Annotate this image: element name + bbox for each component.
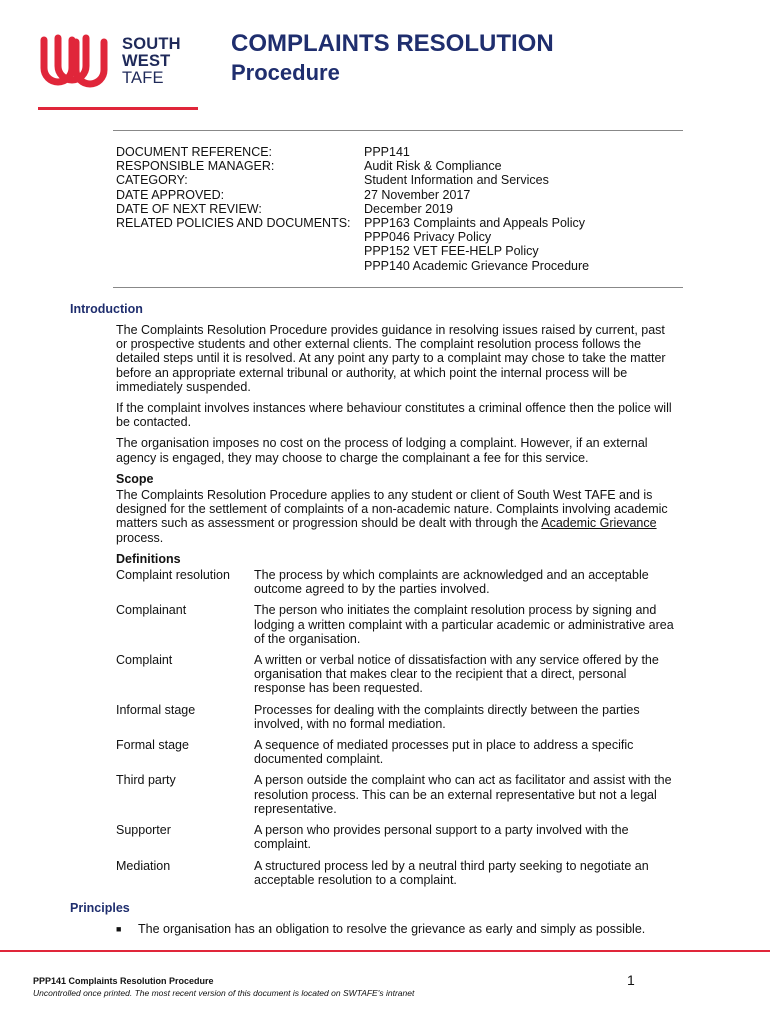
- meta-key: [116, 259, 364, 273]
- principles-heading: Principles: [70, 901, 130, 915]
- logo-line-3: TAFE: [122, 69, 164, 87]
- title-line-2: Procedure: [231, 60, 340, 85]
- meta-value: PPP152 VET FEE-HELP Policy: [364, 244, 539, 259]
- meta-row: [116, 244, 589, 258]
- meta-value: December 2019: [364, 201, 453, 216]
- academic-grievance-link[interactable]: Academic Grievance: [541, 516, 657, 531]
- definition-item: [116, 568, 676, 596]
- meta-value: PPP140 Academic Grievance Procedure: [364, 258, 590, 273]
- meta-row: [116, 202, 589, 216]
- meta-key: [116, 244, 364, 258]
- definition-desc: The process by which complaints are acknowledged and an acceptable outcome agreed to by the parties involved.: [254, 568, 649, 597]
- document-meta: [116, 145, 589, 273]
- definition-desc: A person who provides personal support to a party involved with the complaint.: [254, 823, 629, 852]
- principles-bullet: [116, 922, 645, 936]
- meta-row: [116, 216, 589, 230]
- page-number: 1: [627, 972, 635, 988]
- divider-mid: [113, 287, 683, 288]
- definition-item: [116, 859, 676, 887]
- definition-desc: Processes for dealing with the complaints directly between the parties involved, with no formal mediation.: [254, 702, 640, 731]
- divider-top: [113, 130, 683, 131]
- square-bullet-icon: ■: [116, 924, 122, 934]
- scope-text: The Complaints Resolution Procedure applies to any student or client of South West TAFE and is designed for the settlement of complaints of a non-academic nature. Complaints involving academic matters such as assessment or progression should be dealt with through the: [116, 488, 668, 531]
- logo-line-2: WEST: [122, 52, 171, 70]
- meta-row: [116, 145, 589, 159]
- meta-row: [116, 159, 589, 173]
- meta-value: Student Information and Services: [364, 173, 549, 188]
- introduction-heading: Introduction: [70, 302, 143, 316]
- definition-item: [116, 738, 676, 766]
- definition-item: [116, 773, 676, 816]
- meta-value: 27 November 2017: [364, 187, 471, 202]
- meta-key: CATEGORY:: [116, 173, 188, 188]
- meta-value: PPP141: [364, 145, 410, 159]
- definition-item: [116, 653, 676, 696]
- definition-term: Complaint: [116, 653, 173, 668]
- definition-term: Third party: [116, 773, 176, 788]
- logo-underline: [38, 107, 198, 110]
- main-body: [116, 323, 676, 894]
- definitions-heading: Definitions: [116, 551, 181, 566]
- meta-key: DATE OF NEXT REVIEW:: [116, 201, 262, 216]
- meta-row: [116, 188, 589, 202]
- scope-paragraph: [116, 488, 676, 545]
- definition-term: Supporter: [116, 823, 171, 838]
- footer-note: Uncontrolled once printed. The most recent version of this document is located on SWTAFE's intranet: [33, 988, 415, 998]
- meta-key: RESPONSIBLE MANAGER:: [116, 159, 275, 174]
- definition-term: Complainant: [116, 603, 187, 618]
- meta-row: [116, 230, 589, 244]
- definition-term: Informal stage: [116, 702, 196, 717]
- meta-value: PPP163 Complaints and Appeals Policy: [364, 216, 585, 231]
- scope-tail: process.: [116, 530, 164, 545]
- meta-key: DOCUMENT REFERENCE:: [116, 145, 273, 159]
- logo-line-1: SOUTH: [122, 35, 181, 53]
- meta-key: RELATED POLICIES AND DOCUMENTS:: [116, 216, 351, 231]
- definition-item: [116, 603, 676, 646]
- definitions-list: [116, 568, 676, 887]
- definition-term: Complaint resolution: [116, 568, 230, 583]
- intro-paragraph-1: The Complaints Resolution Procedure provides guidance in resolving issues raised by current, past or prospective students and other external clients. The complaint resolution process follows the detailed steps until it is resolved. At any point any party to a complaint may chose to take the matter before an appropriate external tribunal or authority, at which point the internal process will be immediately suspended.: [116, 323, 666, 394]
- meta-key: DATE APPROVED:: [116, 187, 225, 202]
- definition-item: [116, 703, 676, 731]
- definition-desc: The person who initiates the complaint resolution process by signing and lodging a written complaint with a particular academic or administrative area of the organisation.: [254, 603, 674, 646]
- intro-paragraph-2: If the complaint involves instances where behaviour constitutes a criminal offence then the police will be contacted.: [116, 401, 672, 430]
- meta-value: Audit Risk & Compliance: [364, 159, 502, 174]
- intro-paragraph-3: The organisation imposes no cost on the process of lodging a complaint. However, if an external agency is engaged, they may choose to charge the complainant a fee for this service.: [116, 436, 648, 465]
- logo-wordmark: [122, 36, 181, 87]
- definition-desc: A sequence of mediated processes put in place to address a specific documented complaint.: [254, 738, 634, 767]
- footer-title: PPP141 Complaints Resolution Procedure: [33, 976, 214, 986]
- definition-term: Mediation: [116, 858, 171, 873]
- scope-heading: Scope: [116, 471, 154, 486]
- definition-item: [116, 823, 676, 851]
- definition-desc: A written or verbal notice of dissatisfaction with any service offered by the organisation that makes clear to the recipient that a direct, personal response has been requested.: [254, 653, 659, 696]
- footer-divider: [0, 950, 770, 952]
- meta-key: [116, 230, 364, 244]
- title-line-1: COMPLAINTS RESOLUTION: [231, 30, 554, 57]
- definition-desc: A structured process led by a neutral third party seeking to negotiate an acceptable resolution to a complaint.: [254, 858, 649, 887]
- principles-bullet-text: The organisation has an obligation to resolve the grievance as early and simply as possible.: [138, 922, 646, 936]
- definition-term: Formal stage: [116, 738, 189, 753]
- document-title: [231, 30, 554, 88]
- definition-desc: A person outside the complaint who can act as facilitator and assist with the resolution process. This can be an external representative but not a legal representative.: [254, 773, 672, 816]
- meta-value: PPP046 Privacy Policy: [364, 230, 492, 245]
- meta-row: [116, 173, 589, 187]
- meta-row: [116, 259, 589, 273]
